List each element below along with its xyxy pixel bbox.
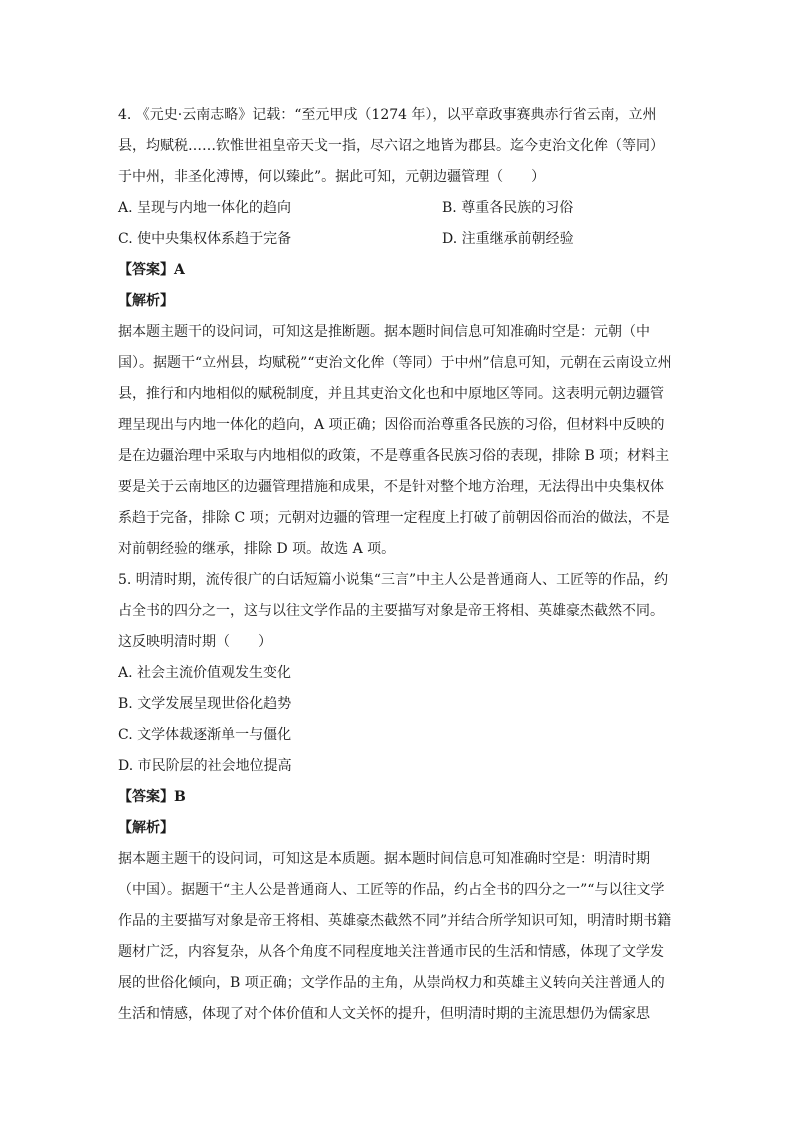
q4-analysis <box>118 317 678 565</box>
q4-analysis-line: 对前朝经验的继承，排除 D 项。故选 A 项。 <box>118 541 396 557</box>
q5-stem-line: 5. 明清时期，流传很广的白话短篇小说集“三言”中主人公是普通商人、工匠等的作品，约 <box>118 572 669 588</box>
q4-stem-line: 于中州，非圣化溥博，何以臻此”。据此可知，元朝边疆管理（ ） <box>118 169 546 185</box>
q5-analysis-line: 展的世俗化倾向，B 项正确；文学作品的主角，从崇尚权力和英雄主义转向关注普通人的 <box>118 975 665 991</box>
q4-analysis-label: 【解析】 <box>118 293 174 309</box>
q5-stem-line: 占全书的四分之一，这与以往文学作品的主要描写对象是帝王将相、英雄豪杰截然不同。 <box>118 603 664 619</box>
q5-analysis-label: 【解析】 <box>118 820 174 836</box>
q4-answer: 【答案】A <box>118 262 185 278</box>
q5-analysis <box>118 844 678 1030</box>
q4-stem-line: 县，均赋税……钦惟世祖皇帝天戈一指，尽六诏之地皆为郡县。迄今吏治文化侔（等同） <box>118 138 664 154</box>
q5-option-b: B. 文学发展呈现世俗化趋势 <box>118 696 292 712</box>
q4-analysis-line: 县，推行和内地相似的赋税制度，并且其吏治文化也和中原地区等同。这表明元朝边疆管 <box>118 386 664 402</box>
question-4 <box>118 100 678 565</box>
q4-option-d: D. 注重继承前朝经验 <box>442 231 574 247</box>
q5-analysis-line: （中国）。据题干“主人公是普通商人、工匠等的作品，约占全书的四分之一”“与以往文学 <box>118 882 665 898</box>
q4-analysis-line: 理呈现出与内地一体化的趋向，A 项正确；因俗而治尊重各民族的习俗，但材料中反映的 <box>118 417 665 433</box>
q4-stem-line: 4. 《元史·云南志略》记载：“至元甲戌（1274 年），以平章政事赛典赤行省云南，立州 <box>118 107 657 123</box>
q4-analysis-line: 系趋于完备，排除 C 项；元朝对边疆的管理一定程度上打破了前朝因俗而治的做法，不是 <box>118 510 670 526</box>
document-page <box>118 100 678 1030</box>
q5-option-a: A. 社会主流价值观发生变化 <box>118 665 292 681</box>
q4-option-b: B. 尊重各民族的习俗 <box>442 200 574 216</box>
q5-analysis-line: 作品的主要描写对象是帝王将相、英雄豪杰截然不同”并结合所学知识可知，明清时期书籍 <box>118 913 672 929</box>
q5-answer: 【答案】B <box>118 789 186 805</box>
q5-analysis-line: 生活和情感，体现了对个体价值和人文关怀的提升，但明清时期的主流思想仍为儒家思 <box>118 1006 650 1022</box>
q5-option-d: D. 市民阶层的社会地位提高 <box>118 758 292 774</box>
q5-stem-line: 这反映明清时期（ ） <box>118 634 272 650</box>
q4-analysis-line: 国）。据题干“立州县，均赋税”“吏治文化侔（等同）于中州”信息可知，元朝在云南设立州 <box>118 355 672 371</box>
q4-analysis-line: 据本题主题干的设问词，可知这是推断题。据本题时间信息可知准确时空是：元朝（中 <box>118 324 650 340</box>
q4-option-a: A. 呈现与内地一体化的趋向 <box>118 200 292 216</box>
q4-analysis-line: 是在边疆治理中采取与内地相似的政策，不是尊重各民族习俗的表现，排除 B 项；材料主 <box>118 448 670 464</box>
q4-options-row-1 <box>118 193 678 224</box>
q4-option-c: C. 使中央集权体系趋于完备 <box>118 231 292 247</box>
q4-analysis-line: 要是关于云南地区的边疆管理措施和成果，不是针对整个地方治理，无法得出中央集权体 <box>118 479 664 495</box>
q5-option-c: C. 文学体裁逐渐单一与僵化 <box>118 727 292 743</box>
q5-analysis-line: 题材广泛，内容复杂，从各个角度不同程度地关注普通市民的生活和情感，体现了文学发 <box>118 944 664 960</box>
q4-options-row-2 <box>118 224 678 255</box>
q5-analysis-line: 据本题主题干的设问词，可知这是本质题。据本题时间信息可知准确时空是：明清时期 <box>118 851 650 867</box>
question-5 <box>118 565 678 1030</box>
